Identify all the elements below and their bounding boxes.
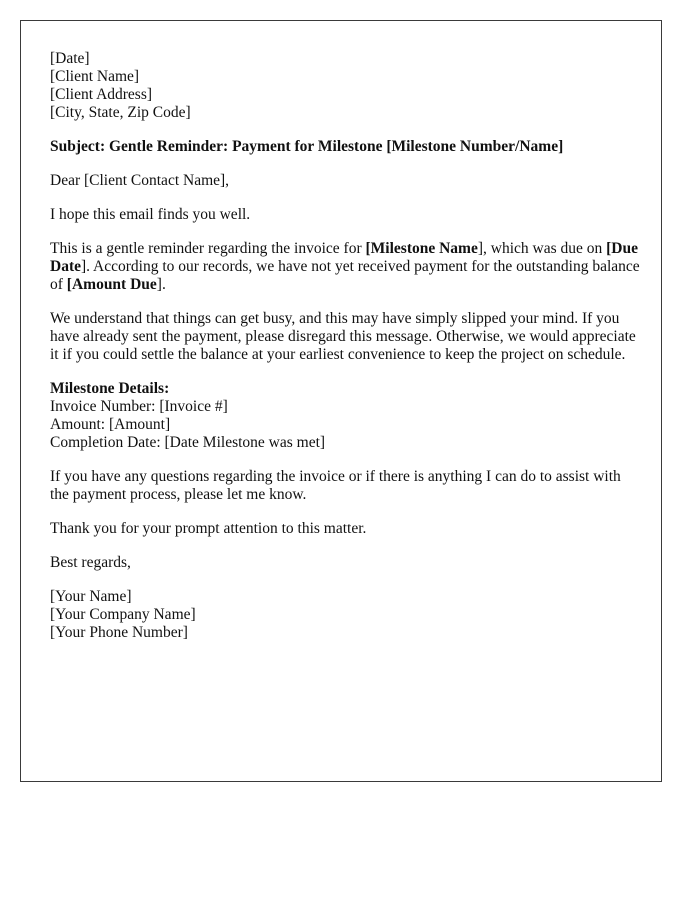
understanding-paragraph: We understand that things can get busy, and this may have simply slipped your mind. If you have already sent the payment, please disregard this message. Otherwise, we would appreciate it if you could settle the balance at your earliest convenience to keep the project on schedule.: [50, 310, 636, 363]
client-address-placeholder: [Client Address]: [50, 86, 153, 103]
questions-paragraph: If you have any questions regarding the invoice or if there is anything I can do to assist with the payment process, please let me know.: [50, 468, 621, 503]
milestone-name-placeholder: [Milestone Name: [365, 240, 478, 257]
milestone-details: [50, 380, 640, 452]
date-placeholder: [Date]: [50, 50, 90, 67]
subject-line: Subject: Gentle Reminder: Payment for Milestone [Milestone Number/Name]: [50, 138, 564, 155]
milestone-details-heading: Milestone Details:: [50, 380, 170, 397]
reminder-text-2: ], which was due on: [477, 240, 607, 257]
due-date-placeholder: [Due Date: [50, 240, 638, 275]
reminder-paragraph: [50, 240, 640, 294]
reminder-text-3: ]. According to our records, we have not yet received payment for the outstanding balance of: [50, 258, 640, 293]
client-name-placeholder: [Client Name]: [50, 68, 140, 85]
thanks-line: Thank you for your prompt attention to this matter.: [50, 520, 367, 537]
completion-date-line: Completion Date: [Date Milestone was met]: [50, 434, 326, 451]
amount-line: Amount: [Amount]: [50, 416, 171, 433]
amount-due-placeholder: [Amount Due: [66, 276, 157, 293]
letter-content: [50, 50, 640, 642]
your-name-placeholder: [Your Name]: [50, 588, 132, 605]
reminder-text-1: This is a gentle reminder regarding the invoice for: [50, 240, 366, 257]
opening-line: I hope this email finds you well.: [50, 206, 251, 223]
signature-block: [50, 588, 640, 642]
phone-number-placeholder: [Your Phone Number]: [50, 624, 188, 641]
city-state-zip-placeholder: [City, State, Zip Code]: [50, 104, 191, 121]
recipient-header: [50, 50, 640, 122]
company-name-placeholder: [Your Company Name]: [50, 606, 196, 623]
salutation: Dear [Client Contact Name],: [50, 172, 230, 189]
invoice-number-line: Invoice Number: [Invoice #]: [50, 398, 228, 415]
letter-page: [20, 20, 662, 782]
reminder-text-4: ].: [156, 276, 166, 293]
closing-line: Best regards,: [50, 554, 131, 571]
